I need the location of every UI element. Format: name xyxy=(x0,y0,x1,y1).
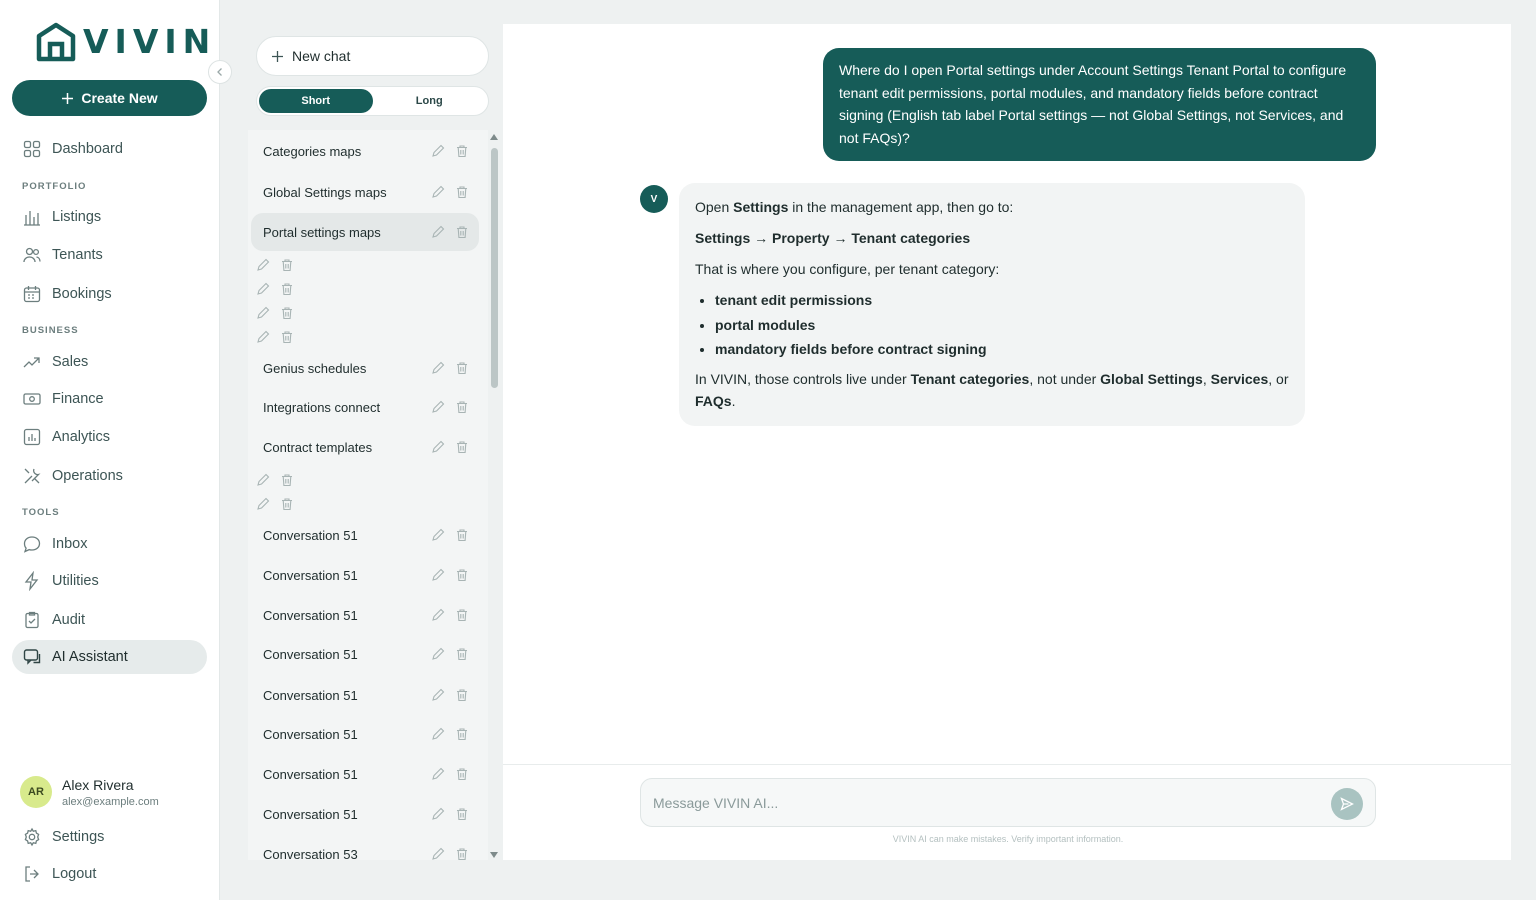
conversation-title: Conversation 51 xyxy=(263,607,358,623)
sidebar-item-dashboard[interactable] xyxy=(12,132,207,166)
conversation-item[interactable] xyxy=(251,635,479,673)
conversation-item[interactable] xyxy=(251,516,479,554)
sidebar-item-utilities[interactable] xyxy=(12,564,207,598)
conversation-item[interactable] xyxy=(251,795,479,833)
trash-icon[interactable] xyxy=(455,400,469,414)
sidebar xyxy=(0,0,220,900)
trash-icon[interactable] xyxy=(280,306,294,320)
brand-logo[interactable] xyxy=(36,22,216,62)
conversation-title: Global Settings maps xyxy=(263,184,387,200)
sidebar-item-label: Tenants xyxy=(52,247,103,263)
pencil-icon[interactable] xyxy=(431,185,445,199)
sidebar-item-analytics[interactable] xyxy=(12,420,207,454)
pencil-icon[interactable] xyxy=(431,688,445,702)
trash-icon[interactable] xyxy=(455,688,469,702)
list-item: • portal modules xyxy=(715,314,1289,336)
chat-bubble-icon xyxy=(22,534,42,554)
bold-span: Settings xyxy=(733,199,789,215)
conversation-item[interactable] xyxy=(251,676,479,714)
text-span: . xyxy=(731,393,736,409)
lightning-icon xyxy=(22,571,42,591)
gear-icon xyxy=(22,827,42,847)
chat-area xyxy=(503,24,1511,860)
untitled-conversation-actions xyxy=(256,258,294,272)
user-profile[interactable] xyxy=(20,776,159,808)
assistant-paragraph: That is where you configure, per tenant category: xyxy=(695,261,1000,277)
list-item: • mandatory fields before contract signing xyxy=(715,338,1289,360)
conversation-item[interactable] xyxy=(251,596,479,634)
bold-span: FAQs xyxy=(695,393,732,409)
dashboard-grid-icon xyxy=(22,139,42,159)
sidebar-item-finance[interactable] xyxy=(12,382,207,416)
conversation-item[interactable] xyxy=(251,428,479,466)
create-new-button[interactable] xyxy=(12,80,207,116)
sidebar-item-operations[interactable] xyxy=(12,459,207,493)
trash-icon[interactable] xyxy=(455,361,469,375)
conversation-title: Conversation 51 xyxy=(263,646,358,662)
untitled-conversation-actions xyxy=(256,306,294,320)
untitled-conversation-actions xyxy=(256,497,294,511)
bold-span: Tenant categories xyxy=(910,371,1030,387)
trash-icon[interactable] xyxy=(455,528,469,542)
trash-icon[interactable] xyxy=(455,225,469,239)
sidebar-item-label: Operations xyxy=(52,468,123,484)
user-email: alex@example.com xyxy=(62,795,159,808)
section-business: BUSINESS xyxy=(22,325,79,336)
settings-path xyxy=(695,227,1289,249)
user-message-bubble: Where do I open Portal settings under Account Settings Tenant Portal to configure tenant edit permissions, portal modules, and mandatory fields before contract signing (English tab label Portal settings — not Global Settings, not Services, and not FAQs)? xyxy=(823,48,1376,161)
conversation-title: Conversation 51 xyxy=(263,567,358,583)
send-button[interactable] xyxy=(1331,788,1363,820)
avatar: AR xyxy=(20,776,52,808)
sidebar-item-audit[interactable] xyxy=(12,603,207,637)
logout-icon xyxy=(22,864,42,884)
sidebar-item-label: Sales xyxy=(52,354,89,370)
conversation-item[interactable] xyxy=(251,132,479,170)
users-icon xyxy=(22,245,42,265)
pencil-icon[interactable] xyxy=(256,330,270,344)
permissions-list xyxy=(715,289,1289,360)
plus-icon xyxy=(271,50,284,63)
message-input[interactable] xyxy=(653,791,1313,815)
conversation-item[interactable] xyxy=(251,349,479,387)
conversation-title: Portal settings maps xyxy=(263,224,381,240)
house-logo-icon xyxy=(36,22,76,62)
conversation-scrollbar[interactable] xyxy=(488,132,500,860)
text-span: , xyxy=(1202,371,1211,387)
clipboard-check-icon xyxy=(22,610,42,630)
pencil-icon[interactable] xyxy=(431,807,445,821)
send-icon xyxy=(1340,797,1354,811)
text-span: in the management app, then go to: xyxy=(788,199,1014,215)
collapse-sidebar-button[interactable] xyxy=(208,60,232,84)
pencil-icon[interactable] xyxy=(256,497,270,511)
conversation-panel xyxy=(248,24,504,860)
trash-icon[interactable] xyxy=(455,647,469,661)
pencil-icon[interactable] xyxy=(256,306,270,320)
sidebar-item-label: Dashboard xyxy=(52,141,123,157)
create-new-label: Create New xyxy=(81,90,158,106)
pencil-icon[interactable] xyxy=(431,361,445,375)
ai-chat-icon xyxy=(22,647,42,667)
trash-icon[interactable] xyxy=(455,144,469,158)
trash-icon[interactable] xyxy=(280,330,294,344)
sidebar-item-label: Logout xyxy=(52,866,97,882)
building-chart-icon xyxy=(22,207,42,227)
list-item: • tenant edit permissions xyxy=(715,289,1289,311)
trash-icon[interactable] xyxy=(455,807,469,821)
trash-icon[interactable] xyxy=(280,258,294,272)
conversation-item[interactable] xyxy=(251,835,479,860)
response-length-toggle xyxy=(256,86,489,116)
untitled-conversation-actions xyxy=(256,282,294,296)
conversation-list xyxy=(248,130,488,860)
sidebar-item-label: Utilities xyxy=(52,573,99,589)
scroll-thumb[interactable] xyxy=(491,148,498,388)
tools-icon xyxy=(22,466,42,486)
chevron-left-icon xyxy=(215,67,225,77)
bold-span: Services xyxy=(1210,371,1269,387)
message-composer xyxy=(640,778,1376,827)
pencil-icon[interactable] xyxy=(431,400,445,414)
trash-icon[interactable] xyxy=(455,767,469,781)
user-name: Alex Rivera xyxy=(62,776,134,793)
sidebar-item-tenants[interactable] xyxy=(12,238,207,272)
trash-icon[interactable] xyxy=(280,497,294,511)
plus-icon xyxy=(61,92,74,105)
trash-icon[interactable] xyxy=(455,608,469,622)
bar-chart-icon xyxy=(22,427,42,447)
pencil-icon[interactable] xyxy=(431,528,445,542)
sidebar-item-logout[interactable] xyxy=(12,857,207,891)
calendar-icon xyxy=(22,284,42,304)
assistant-message-bubble xyxy=(679,183,1305,426)
sidebar-item-label: Listings xyxy=(52,209,102,225)
sidebar-item-label: Finance xyxy=(52,391,104,407)
assistant-paragraph xyxy=(695,368,1289,412)
scroll-up-arrow-icon[interactable] xyxy=(490,134,498,140)
scroll-down-arrow-icon[interactable] xyxy=(490,852,498,858)
trash-icon[interactable] xyxy=(280,282,294,296)
new-chat-label: New chat xyxy=(292,48,351,64)
pencil-icon[interactable] xyxy=(431,440,445,454)
conversation-item[interactable] xyxy=(251,715,479,753)
conversation-title: Genius schedules xyxy=(263,360,367,376)
bold-span: Global Settings xyxy=(1100,371,1203,387)
conversation-item[interactable] xyxy=(251,388,479,426)
trash-icon[interactable] xyxy=(455,440,469,454)
trash-icon[interactable] xyxy=(455,727,469,741)
conversation-title: Contract templates xyxy=(263,439,373,455)
sidebar-item-bookings[interactable] xyxy=(12,277,207,311)
conversation-title: Conversation 51 xyxy=(263,806,358,822)
pencil-icon[interactable] xyxy=(431,144,445,158)
text-span: Open xyxy=(695,199,734,215)
banknote-icon xyxy=(22,389,42,409)
conversation-title: Conversation 51 xyxy=(263,687,358,703)
conversation-title: Conversation 53 xyxy=(263,846,358,860)
assistant-paragraph xyxy=(695,196,1289,218)
sidebar-item-inbox[interactable] xyxy=(12,527,207,561)
sidebar-item-ai-assistant[interactable] xyxy=(12,640,207,674)
section-tools: TOOLS xyxy=(22,507,60,518)
long-mode-button[interactable]: Long xyxy=(415,95,443,107)
sidebar-item-label: Bookings xyxy=(52,286,112,302)
pencil-icon[interactable] xyxy=(431,608,445,622)
pencil-icon[interactable] xyxy=(431,727,445,741)
pencil-icon[interactable] xyxy=(256,282,270,296)
pencil-icon[interactable] xyxy=(431,847,445,860)
sidebar-item-listings[interactable] xyxy=(12,200,207,234)
brand-name: VIVIN xyxy=(83,22,217,61)
short-mode-button[interactable]: Short xyxy=(259,89,373,113)
untitled-conversation-actions xyxy=(256,473,294,487)
pencil-icon[interactable] xyxy=(256,473,270,487)
untitled-conversation-actions xyxy=(256,330,294,344)
sidebar-item-label: Analytics xyxy=(52,429,111,445)
conversation-item[interactable] xyxy=(251,556,479,594)
new-chat-button[interactable] xyxy=(256,36,489,76)
sidebar-item-label: Inbox xyxy=(52,536,88,552)
conversation-item[interactable] xyxy=(251,755,479,793)
conversation-title: Categories maps xyxy=(263,143,362,159)
pencil-icon[interactable] xyxy=(256,258,270,272)
pencil-icon[interactable] xyxy=(431,647,445,661)
text-span: In VIVIN, those controls live under xyxy=(695,371,911,387)
trash-icon[interactable] xyxy=(280,473,294,487)
sidebar-item-label: Settings xyxy=(52,829,105,845)
pencil-icon[interactable] xyxy=(431,225,445,239)
conversation-title: Integrations connect xyxy=(263,399,381,415)
section-portfolio: PORTFOLIO xyxy=(22,181,87,192)
conversation-item[interactable] xyxy=(251,173,479,211)
trash-icon[interactable] xyxy=(455,568,469,582)
sidebar-item-label: Audit xyxy=(52,612,86,628)
ai-disclaimer: VIVIN AI can make mistakes. Verify important information. xyxy=(892,834,1124,844)
conversation-item-active[interactable] xyxy=(251,213,479,251)
pencil-icon[interactable] xyxy=(431,568,445,582)
sidebar-item-label: AI Assistant xyxy=(52,649,128,665)
divider xyxy=(503,764,1511,765)
text-span: , not under xyxy=(1029,371,1101,387)
conversation-title: Conversation 51 xyxy=(263,726,358,742)
bold-span: Settings → Property → Tenant categories xyxy=(695,230,971,246)
text-span: , or xyxy=(1268,371,1289,387)
assistant-avatar: V xyxy=(640,185,668,213)
trash-icon[interactable] xyxy=(455,185,469,199)
trend-up-icon xyxy=(22,352,42,372)
trash-icon[interactable] xyxy=(455,847,469,860)
sidebar-item-sales[interactable] xyxy=(12,345,207,379)
conversation-title: Conversation 51 xyxy=(263,766,358,782)
sidebar-item-settings[interactable] xyxy=(12,820,207,854)
pencil-icon[interactable] xyxy=(431,767,445,781)
conversation-title: Conversation 51 xyxy=(263,527,358,543)
